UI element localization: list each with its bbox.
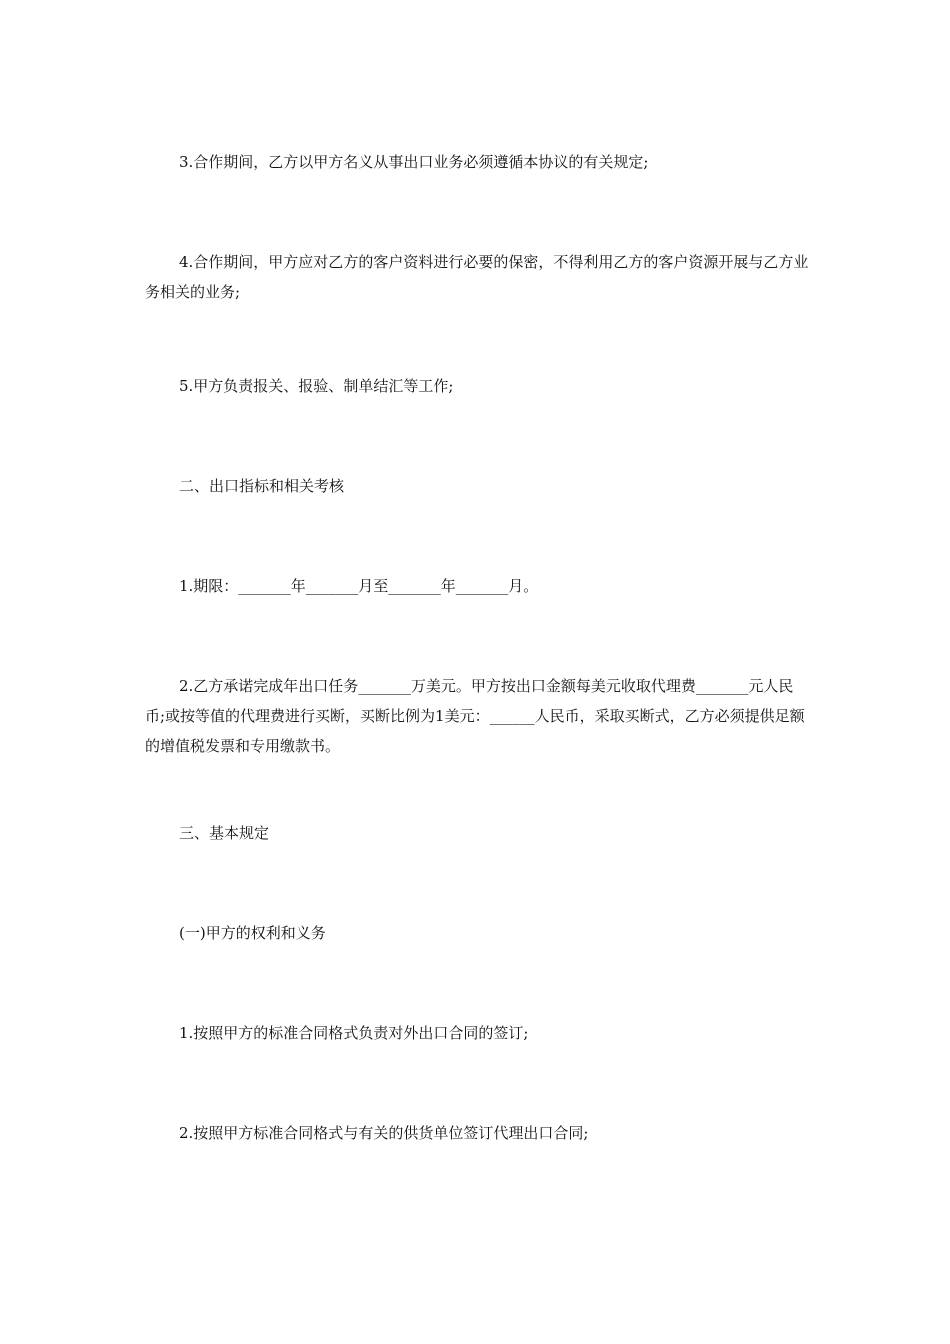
export-target-clause: 2.乙方承诺完成年出口任务_______万美元。甲方按出口金额每美元收取代理费_______元人民币;或按等值的代理费进行买断，买断比例为1美元：______人民币，采取买断式，乙方必须提供足额的增值税发票和专用缴款书。 bbox=[145, 677, 805, 755]
section-2-heading: 二、出口指标和相关考核 bbox=[179, 477, 345, 495]
clause-4-client-confidentiality: 4.合作期间，甲方应对乙方的客户资料进行必要的保密，不得利用乙方的客户资源开展与乙方业务相关的业务; bbox=[145, 253, 809, 301]
term-period-clause: 1.期限：_______年_______月至_______年_______月。 bbox=[179, 577, 539, 595]
clause-3-confidential-rules: 3.合作期间，乙方以甲方名义从事出口业务必须遵循本协议的有关规定; bbox=[179, 153, 649, 171]
party-a-item-1: 1.按照甲方的标准合同格式负责对外出口合同的签订; bbox=[179, 1024, 529, 1042]
clause-5-customs-duties: 5.甲方负责报关、报验、制单结汇等工作; bbox=[179, 377, 454, 395]
party-a-item-2: 2.按照甲方标准合同格式与有关的供货单位签订代理出口合同; bbox=[179, 1124, 589, 1142]
party-a-rights-heading: (一)甲方的权利和义务 bbox=[179, 924, 326, 942]
section-3-heading: 三、基本规定 bbox=[179, 824, 270, 842]
